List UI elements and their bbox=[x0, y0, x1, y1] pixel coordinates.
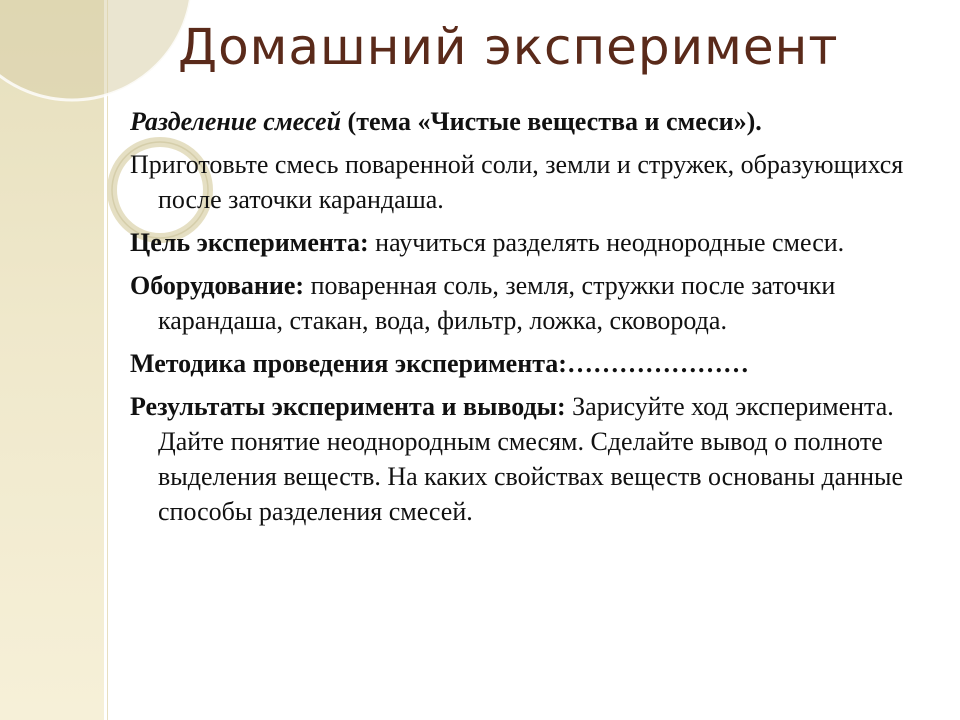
paragraph-method bbox=[130, 346, 930, 381]
paragraph-results bbox=[130, 389, 930, 529]
equipment-text: поваренная соль, земля, стружки после заточки карандаша, стакан, вода, фильтр, ложка, сковорода. bbox=[158, 271, 836, 335]
large-decorative-circle bbox=[0, 0, 192, 100]
goal-text: научиться разделять неоднородные смеси. bbox=[368, 228, 845, 257]
equipment-label: Оборудование: bbox=[130, 271, 305, 300]
paragraph-topic bbox=[130, 104, 930, 139]
prepare-text: Приготовьте смесь поваренной соли, земли и стружек, образующихся после заточки карандаша. bbox=[130, 150, 904, 214]
topic-italic-lead: Разделение смесей bbox=[130, 107, 342, 136]
results-text: Зарисуйте ход эксперимента. Дайте понятие неоднородным смесям. Сделайте вывод о полноте выделения веществ. На каких свойствах веществ основаны данные способы разделения смесей. bbox=[158, 392, 904, 526]
slide-content bbox=[130, 104, 930, 537]
method-label: Методика проведения эксперимента: bbox=[130, 349, 567, 378]
goal-label: Цель эксперимента: bbox=[130, 228, 369, 257]
paragraph-prepare bbox=[130, 147, 930, 217]
topic-bold-rest: (тема «Чистые вещества и смеси»). bbox=[341, 107, 762, 136]
paragraph-goal bbox=[130, 225, 930, 260]
paragraph-equipment bbox=[130, 268, 930, 338]
slide-title: Домашний эксперимент bbox=[178, 18, 839, 76]
method-dots: ………………… bbox=[566, 349, 749, 378]
results-label: Результаты эксперимента и выводы: bbox=[130, 392, 566, 421]
